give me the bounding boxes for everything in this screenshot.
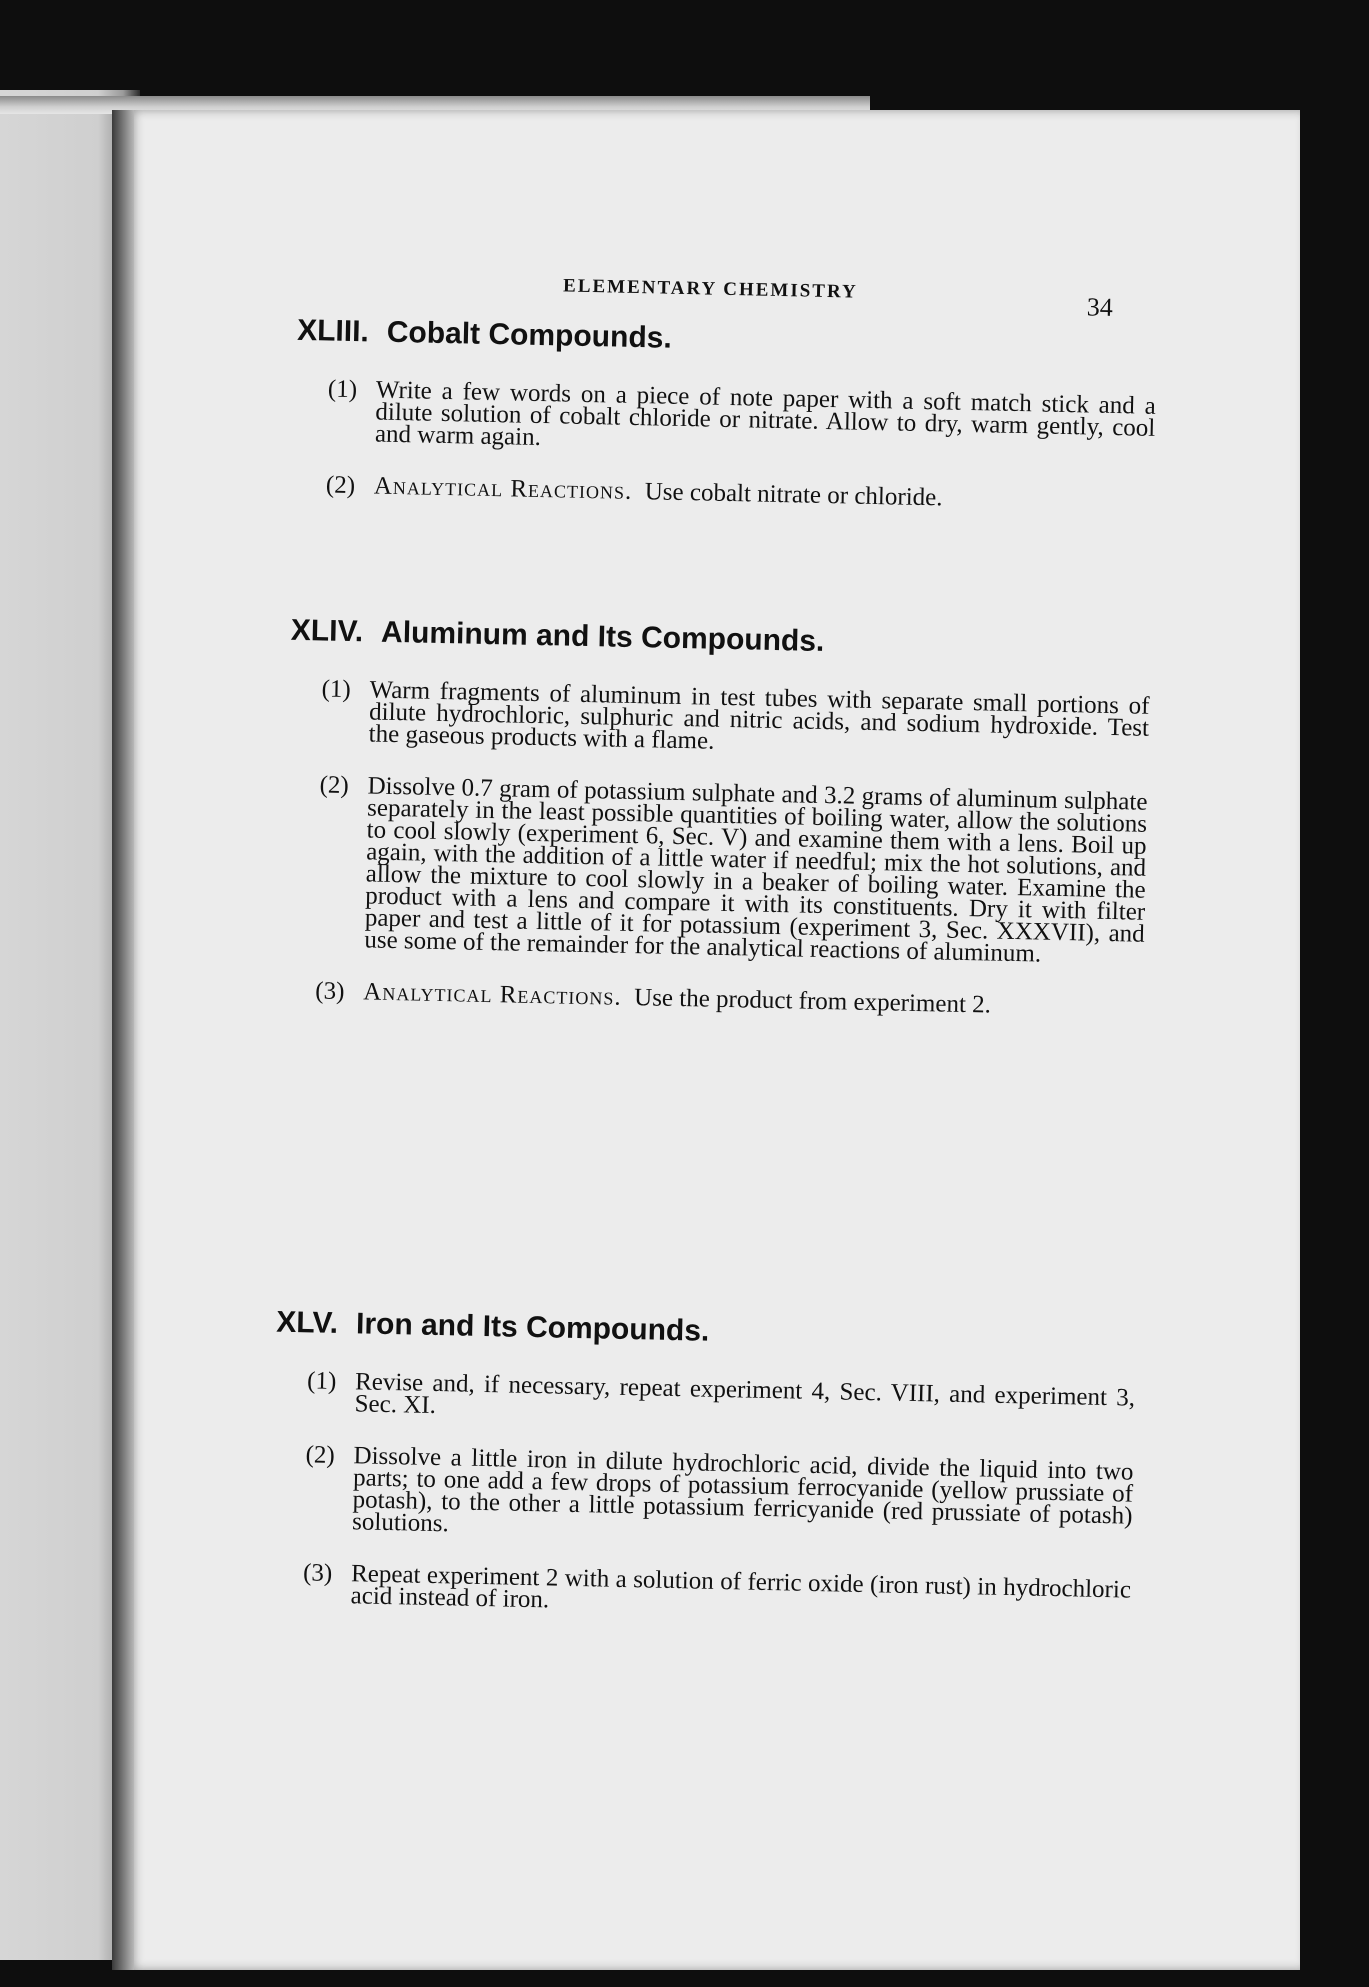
section-heading bbox=[276, 1306, 1137, 1358]
experiment-lead: Analytical Reactions. bbox=[363, 978, 622, 1011]
experiment-body bbox=[373, 472, 1154, 514]
experiment-label: (2) bbox=[325, 471, 356, 500]
experiment-label: (1) bbox=[321, 675, 352, 704]
experiment-text: Use the product from experiment 2. bbox=[633, 984, 992, 1019]
experiment-label: (2) bbox=[319, 771, 350, 800]
section-heading bbox=[297, 314, 1158, 366]
running-head: ELEMENTARY CHEMISTRY bbox=[562, 275, 858, 303]
book-spine-shadow bbox=[112, 110, 134, 1970]
experiment-item bbox=[320, 675, 1150, 761]
experiment-item bbox=[325, 471, 1154, 514]
book-page bbox=[128, 110, 1300, 1970]
experiment-item bbox=[306, 1367, 1136, 1431]
experiment-item bbox=[304, 1441, 1134, 1549]
experiment-label: (1) bbox=[306, 1367, 337, 1395]
section-number: XLIII. bbox=[296, 313, 370, 349]
section-heading bbox=[291, 614, 1152, 666]
experiment-lead: Analytical Reactions. bbox=[373, 472, 633, 505]
experiment-item bbox=[302, 1559, 1132, 1623]
experiment-text: Dissolve 0.7 gram of potassium sulphate and 3.2 grams of aluminum sulphate separately in the least possible quantities of boiling water, allow the solutions to cool slowly (experiment 6, Sec. V) and examine them with a lens. Boil up again, with the addition of a little water if needful; mix the hot solutions, and allow the mixture to cool slowly in a beaker of boiling water. Examine the product with a lens and compare it with its constituents. Dry it with filter paper and test a little of it for potassium (experiment 3, Sec. XXXVII), and use some of the remainder for the analytical reactions of aluminum. bbox=[364, 772, 1148, 968]
section-xliv bbox=[282, 614, 1151, 1050]
experiment-label: (1) bbox=[327, 375, 358, 404]
experiment-item bbox=[327, 375, 1157, 462]
page-text-block bbox=[108, 99, 1319, 1983]
experiment-text: Write a few words on a piece of note paper with a soft match stick and a dilute solution of cobalt chloride or nitrate. Allow to dry, warm gently, cool and warm again. bbox=[374, 376, 1157, 451]
experiment-label: (2) bbox=[305, 1441, 336, 1469]
section-xliii bbox=[293, 314, 1157, 544]
section-number: XLIV. bbox=[290, 613, 364, 649]
section-number: XLV. bbox=[276, 1305, 339, 1340]
section-title: Iron and Its Compounds. bbox=[355, 1307, 710, 1348]
experiment-text: Repeat experiment 2 with a solution of ferric oxide (iron rust) in hydrochloric acid instead of iron. bbox=[350, 1560, 1132, 1614]
experiment-text: Use cobalt nitrate or chloride. bbox=[644, 478, 943, 512]
experiment-label: (3) bbox=[315, 977, 345, 1006]
experiment-text: Warm fragments of aluminum in test tubes with separate small portions of dilute hydrochloric, sulphuric and nitric acids, and sodium hydroxide. Test the gaseous products with a flame. bbox=[368, 676, 1150, 755]
page-number: 34 bbox=[1086, 292, 1114, 322]
experiment-label: (3) bbox=[302, 1559, 333, 1587]
experiment-text: Revise and, if necessary, repeat experiment 4, Sec. VIII, and experiment 3, Sec. XI. bbox=[354, 1368, 1136, 1420]
experiment-text: Dissolve a little iron in dilute hydrochloric acid, divide the liquid into two parts; to one add a few drops of potassium ferrocyanide (yellow prussiate of potash), to the other a little potassium ferricyanide (red prussiate of potash) solutions. bbox=[351, 1442, 1134, 1538]
experiment-item bbox=[316, 771, 1148, 968]
experiment-body bbox=[363, 978, 1143, 1019]
section-title: Cobalt Compounds. bbox=[386, 315, 673, 355]
section-title: Aluminum and Its Compounds. bbox=[380, 615, 825, 658]
experiment-item bbox=[315, 977, 1143, 1019]
section-xlv bbox=[270, 1306, 1137, 1654]
